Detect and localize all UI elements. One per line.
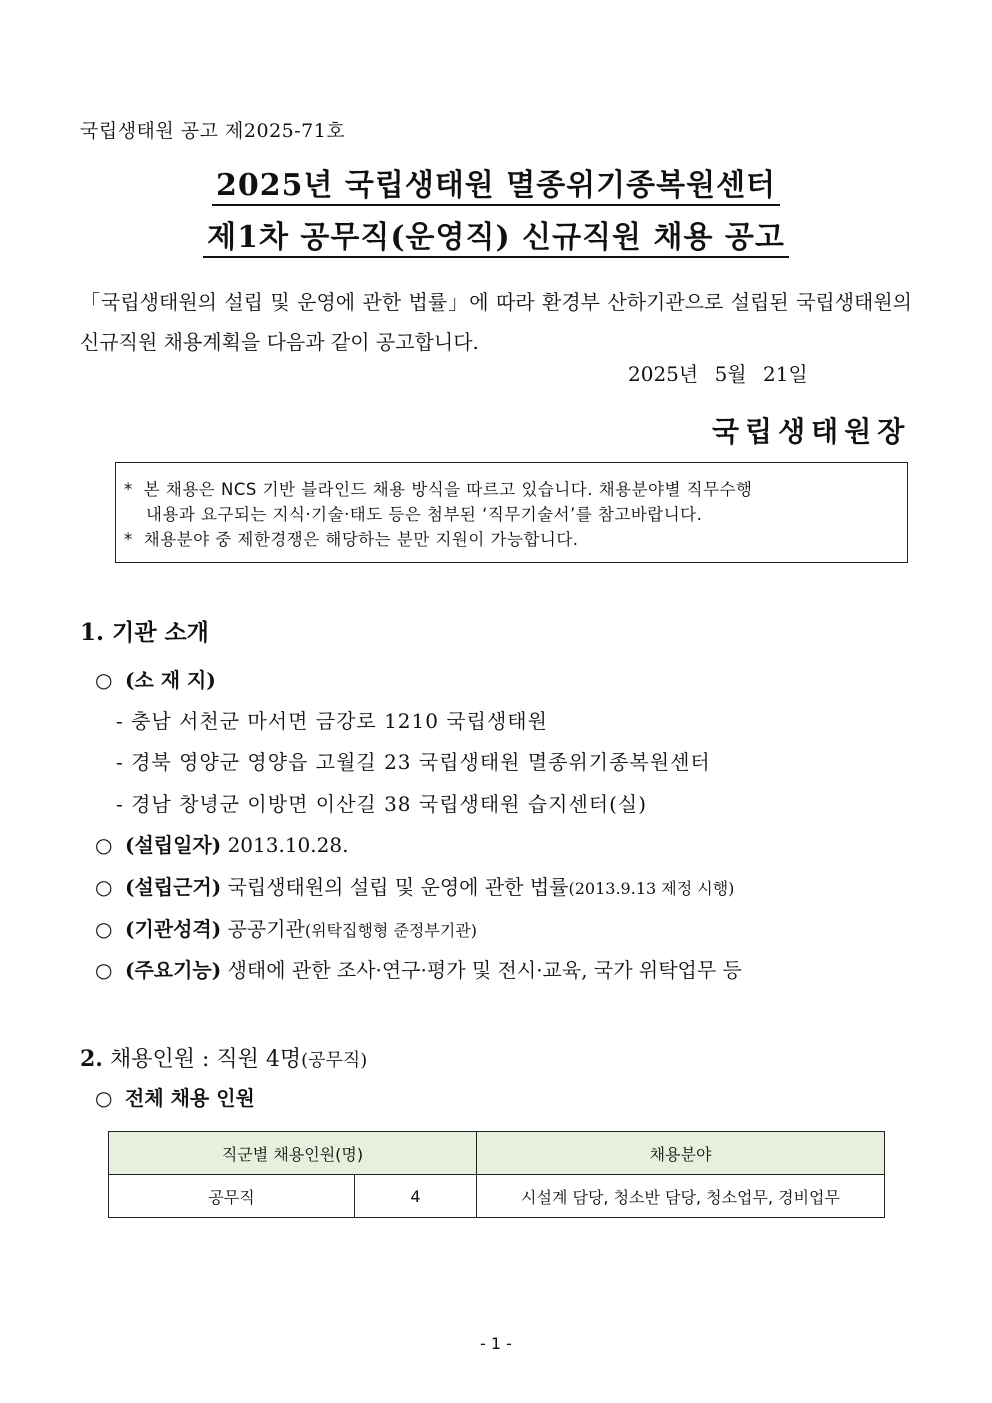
table-cell-count: 4 bbox=[355, 1175, 477, 1218]
notice-date: 2025년 5월 21일 bbox=[628, 362, 808, 386]
location-3: - 경남 창녕군 이방면 이산길 38 국립생태원 습지센터(실) bbox=[116, 792, 648, 816]
title-line-1: 2025년 국립생태원 멸종위기종복원센터 bbox=[0, 160, 992, 204]
table-header-count: 직군별 채용인원(명) bbox=[109, 1132, 477, 1175]
note-line-1: * 본 채용은 NCS 기반 블라인드 채용 방식을 따르고 있습니다. 채용분야별 직무수행 bbox=[124, 480, 753, 499]
table-header-row bbox=[109, 1132, 885, 1175]
section1-heading: 1. 기관 소개 bbox=[80, 619, 209, 646]
recruit-subheading: ○ 전체 채용 인원 bbox=[95, 1086, 255, 1110]
note-line-1-cont: 내용과 요구되는 지식·기술·태도 등은 첨부된 ‘직무기술서’를 참고바랍니다. bbox=[146, 505, 703, 524]
notice-number: 국립생태원 공고 제2025-71호 bbox=[80, 120, 346, 142]
title-line-2: 제1차 공무직(운영직) 신규직원 채용 공고 bbox=[0, 212, 992, 256]
notice-box bbox=[115, 462, 908, 563]
location-2: - 경북 영양군 영양읍 고월길 23 국립생태원 멸종위기종복원센터 bbox=[116, 750, 711, 774]
basis-item: ○ (설립근거) 국립생태원의 설립 및 운영에 관한 법률(2013.9.13 제정 시행) bbox=[95, 875, 735, 899]
table-cell-fields: 시설계 담당, 청소반 담당, 청소업무, 경비업무 bbox=[477, 1175, 885, 1218]
nature-item: ○ (기관성격) 공공기관(위탁집행형 준정부기관) bbox=[95, 917, 477, 941]
location-item: ○ (소 재 지) bbox=[95, 668, 216, 692]
table-row bbox=[109, 1175, 885, 1218]
table-header-fields: 채용분야 bbox=[477, 1132, 885, 1175]
note-line-2: * 채용분야 중 제한경쟁은 해당하는 분만 지원이 가능합니다. bbox=[124, 530, 579, 549]
section2-heading: 2. 채용인원 : 직원 4명(공무직) bbox=[80, 1046, 368, 1072]
location-1: - 충남 서천군 마서면 금강로 1210 국립생태원 bbox=[116, 709, 548, 733]
signer: 국립생태원장 bbox=[712, 415, 911, 448]
function-item: ○ (주요기능) 생태에 관한 조사·연구·평가 및 전시·교육, 국가 위탁업무 등 bbox=[95, 958, 742, 982]
recruit-table bbox=[108, 1131, 885, 1218]
page-number: - 1 - bbox=[480, 1334, 512, 1353]
table-cell-group: 공무직 bbox=[109, 1175, 355, 1218]
founded-item: ○ (설립일자) 2013.10.28. bbox=[95, 833, 349, 857]
intro-paragraph: 「국립생태원의 설립 및 운영에 관한 법률」에 따라 환경부 산하기관으로 설립된 국립생태원의 신규직원 채용계획을 다음과 같이 공고합니다. bbox=[80, 290, 912, 354]
